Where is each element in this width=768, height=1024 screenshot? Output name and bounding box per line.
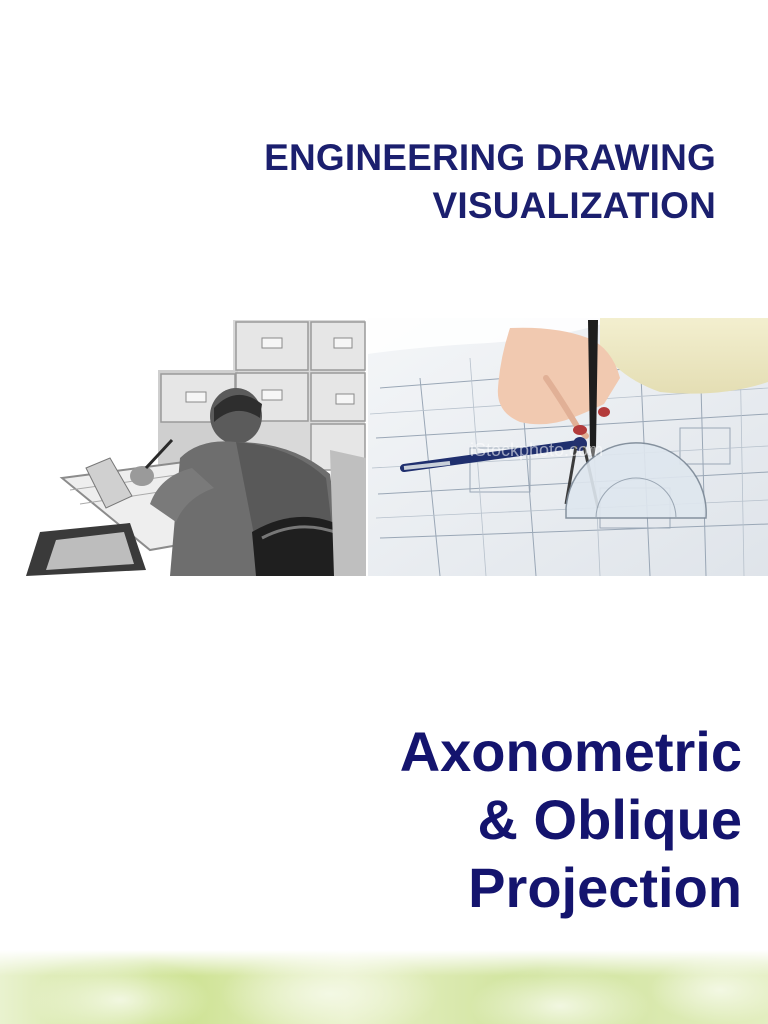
header-line-2: VISUALIZATION [432,185,716,226]
title-line-2: & Oblique [477,788,742,851]
title-line-3: Projection [468,856,742,919]
slide-title [142,718,742,922]
watermark-text: iStockphoto.com [470,440,604,460]
drawing-hand-icon [368,318,768,576]
header-line-1: ENGINEERING DRAWING [264,137,716,178]
banner-images [0,318,768,576]
decorative-footer-band [0,950,768,1024]
title-line-1: Axonometric [399,720,742,783]
drafting-desk-icon [26,320,366,576]
slide-header [76,134,716,230]
